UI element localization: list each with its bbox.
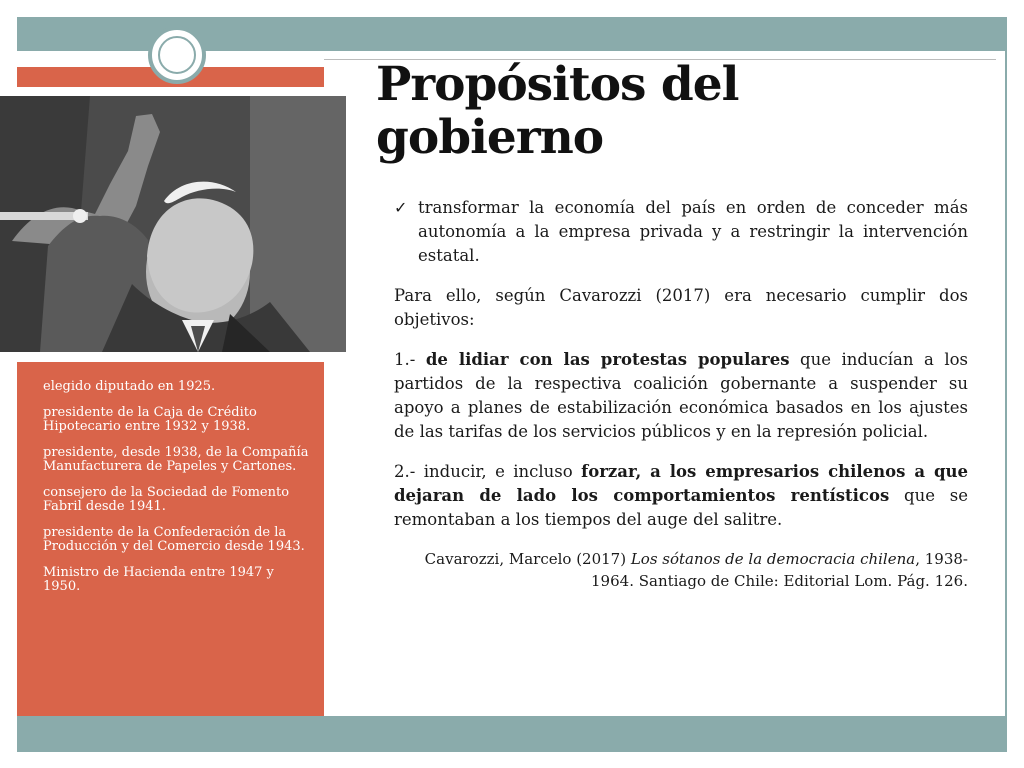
objective-1-bold-text: de lidiar con las protestas populares	[425, 350, 790, 369]
objective-2	[394, 460, 968, 532]
bio-item-3: presidente, desde 1938, de la Compañía Manufacturera de Papeles y Cartones.	[43, 445, 309, 474]
citation-author: Cavarozzi, Marcelo (2017)	[424, 550, 631, 568]
objective-2-prefix: 2.- inducir, e incluso	[394, 462, 582, 481]
citation-rest: , 1938-1964. Santiago de Chile: Editorial Lom. Pág. 126.	[591, 550, 968, 590]
citation	[394, 548, 968, 592]
portrait-photo	[0, 96, 346, 352]
intro-text: Para ello, según Cavarozzi (2017) era necesario cumplir dos objetivos:	[394, 286, 968, 329]
bio-list	[43, 380, 315, 606]
check-item-text: transformar la economía del país en orden de conceder más autonomía a la empresa privada y a restringir la intervención estatal.	[418, 198, 968, 265]
check-icon: ✓	[394, 198, 408, 217]
main-content	[394, 196, 968, 592]
bio-item-1: elegido diputado en 1925.	[43, 379, 216, 394]
slide-title: Propósitos del gobierno	[376, 57, 739, 165]
bio-item-4: consejero de la Sociedad de Fomento Fabril desde 1941.	[43, 485, 290, 514]
objective-1	[394, 348, 968, 444]
check-list-item	[394, 196, 968, 268]
portrait-photo-icon	[0, 96, 346, 352]
right-border	[1005, 17, 1007, 752]
bio-item-5: presidente de la Confederación de la Producción y del Comercio desde 1943.	[43, 525, 305, 554]
bottom-accent-bar	[17, 716, 1007, 752]
intro-paragraph	[394, 284, 968, 332]
citation-book: Los sótanos de la democracia chilena	[630, 550, 916, 568]
bio-item-6: Ministro de Hacienda entre 1947 y 1950.	[43, 565, 274, 594]
objective-1-prefix: 1.-	[394, 350, 426, 369]
bio-panel	[17, 362, 324, 716]
objective-1-rest: que inducían a los partidos de la respectiva coalición gobernante a suspender su apoyo a planes de estabilización económica basados en los ajustes de las tarifas de los servicios públicos y en la represión policial.	[394, 350, 968, 441]
objective-2-bold-text: forzar, a los empresarios chilenos a que dejaran de lado los comportamientos rentísticos	[394, 462, 968, 505]
circle-ornament-inner	[158, 36, 196, 74]
bio-item-2: presidente de la Caja de Crédito Hipotecario entre 1932 y 1938.	[43, 405, 257, 434]
objective-2-rest: que se remontaban a los tiempos del auge del salitre.	[394, 486, 968, 529]
circle-ornament	[148, 26, 206, 84]
